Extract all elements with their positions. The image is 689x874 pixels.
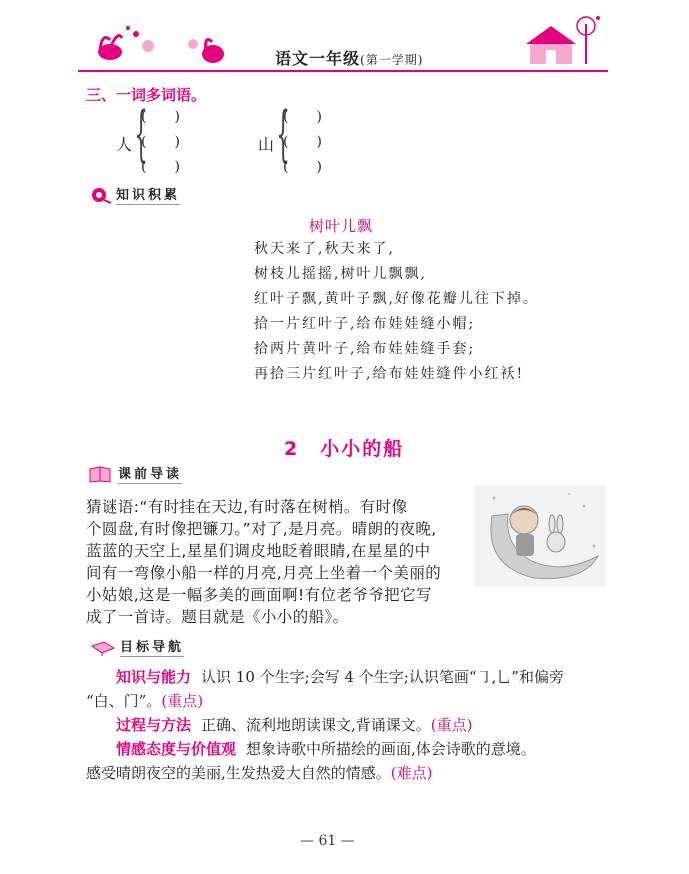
- riddle-line: 猜谜语:“有时挂在天边,有时落在树梢。有时像: [86, 498, 408, 516]
- poem-line: 拾两片黄叶子,给布娃娃缝手套;: [254, 341, 476, 357]
- answer-blank[interactable]: ( ): [283, 134, 322, 150]
- brace-icon: {: [276, 99, 290, 169]
- answer-blank[interactable]: ( ): [141, 134, 180, 150]
- goal-process: 过程与方法 正确、流利地朗读课文,背诵课文。(重点): [116, 716, 473, 734]
- page-number: — 61 —: [300, 833, 355, 849]
- goal-attitude-cont: 感受晴朗夜空的美丽,生发热爱大自然的情感。(难点): [86, 764, 433, 782]
- goal-knowledge-cont: “白、门”。(重点): [86, 692, 204, 710]
- lesson-title: 2 小小的船: [284, 438, 405, 460]
- preview-badge: 课前导读: [88, 463, 182, 484]
- riddle-line: 间有一弯像小船一样的月亮,月亮上坐着一个美丽的: [86, 564, 442, 582]
- goal-knowledge: 知识与能力 认识 10 个生字;会写 4 个生字;认识笔画“㇆,乚”和偏旁: [116, 668, 564, 686]
- knowledge-badge: 知识积累: [90, 184, 180, 205]
- exercise-char: 人: [116, 135, 133, 154]
- header-decoration-left: [88, 24, 228, 70]
- answer-blank[interactable]: ( ): [283, 159, 322, 175]
- brace-icon: {: [134, 99, 148, 169]
- goal-attitude: 情感态度与价值观 想象诗歌中所描绘的画面,体会诗歌的意境。: [116, 740, 536, 758]
- header-rule: [78, 70, 608, 72]
- poem-line: 红叶子飘,黄叶子飘,好像花瓣儿往下掉。: [254, 291, 539, 307]
- poem-line: 树枝儿摇摇,树叶儿飘飘,: [254, 266, 427, 282]
- riddle-line: 小姑娘,这是一幅多美的画面啊!有位老爷爷把它写: [86, 586, 432, 604]
- header-title: 语文一年级(第一学期): [275, 49, 424, 68]
- poem-line: 拾一片红叶子,给布娃娃缝小帽;: [254, 316, 476, 332]
- answer-blank[interactable]: ( ): [141, 159, 180, 175]
- bulb-icon: [90, 186, 112, 204]
- header-decoration-right: [520, 12, 610, 70]
- riddle-line: 个圆盘,有时像把镰刀。”对了,是月亮。晴朗的夜晚,: [86, 520, 437, 538]
- moon-girl-illustration: [474, 486, 606, 586]
- answer-blank[interactable]: ( ): [141, 109, 180, 125]
- book-icon: [88, 465, 114, 483]
- exercise-char: 山: [258, 135, 275, 154]
- riddle-line: 蓝蓝的天空上,星星们调皮地眨着眼睛,在星星的中: [86, 542, 431, 560]
- poem-line: 秋天来了,秋天来了,: [254, 241, 395, 257]
- exercise-heading: 三、一词多词语。: [86, 86, 207, 104]
- goals-badge: 目标导航: [90, 636, 184, 657]
- book-pen-icon: [90, 638, 116, 656]
- riddle-line: 成了一首诗。题目就是《小小的船》。: [86, 608, 349, 626]
- poem-line: 再拾三片红叶子,给布娃娃缝件小红袄!: [254, 366, 525, 382]
- poem-title: 树叶儿飘: [309, 217, 374, 235]
- answer-blank[interactable]: ( ): [283, 109, 322, 125]
